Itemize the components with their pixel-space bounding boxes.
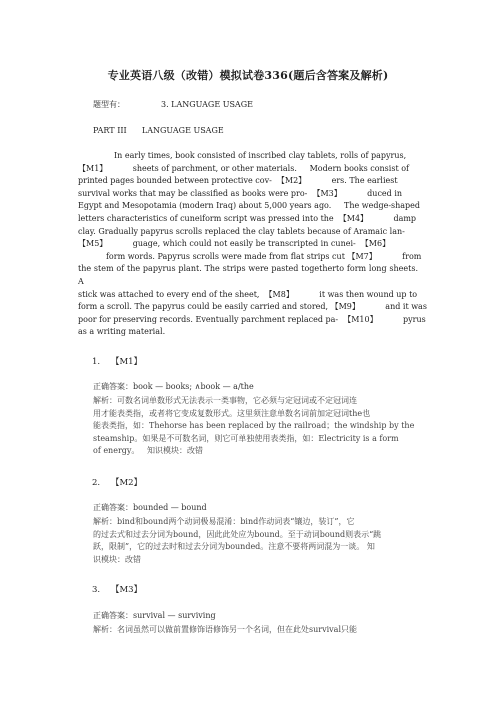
question-number: 1.	[92, 357, 101, 367]
passage-line: stick was attached to every end of the sheet, 【M8】 it was then wound up to	[78, 289, 418, 299]
explanation-line: 的过去式和过去分词为bound，因此此处应为bound。至于动词bound则表示“跳	[93, 529, 382, 539]
passage-line: survival works that may be classified as books were pro- 【M3】 duced in	[78, 188, 403, 198]
question-2-heading	[92, 476, 142, 488]
passage-line: clay. Gradually papyrus scrolls replaced the clay tablets because of Aramaic lan-	[78, 226, 405, 236]
explanation-line: 解析：bind和bound两个动词极易混淆：bind作动词表“镶边，装订”，它	[93, 517, 355, 526]
question-2-explanation	[93, 516, 417, 566]
question-number: 3.	[92, 585, 101, 595]
document-title: 专业英语八级（改错）模拟试卷336(题后含答案及解析)	[107, 69, 389, 82]
passage	[78, 150, 427, 339]
explanation-line: 跃，限制”，它的过去时和过去分词为bounded。注意不要将两词混为一谈。 知	[93, 542, 375, 552]
passage-line: as a writing material.	[78, 327, 166, 337]
explanation-line: 解析：名词虽然可以做前置修饰语修饰另一个名词，但在此处survival只能	[93, 625, 358, 634]
question-number: 2.	[92, 478, 101, 488]
question-type-value: 3. LANGUAGE USAGE	[161, 100, 253, 109]
question-type-label: 题型有：	[93, 100, 125, 109]
question-3-explanation	[93, 624, 417, 637]
question-2-answer: 正确答案：bounded — bound	[93, 503, 207, 512]
passage-line: the stem of the papyrus plant. The strips were pasted togetherto form long sheets. A	[78, 264, 418, 286]
explanation-line: 识模块：改错	[93, 554, 141, 564]
question-marker: 【M2】	[110, 478, 143, 488]
passage-line: 【M1】 sheets of parchment, or other materials. Modern books consist of	[78, 163, 409, 173]
question-3-answer: 正确答案：survival — surviving	[93, 611, 216, 620]
passage-line: In early times, book consisted of inscribed clay tablets, rolls of papyrus,	[114, 151, 407, 160]
passage-line: 【M5】 guage, which could not easily be transcripted in cunei- 【M6】	[78, 239, 391, 249]
question-marker: 【M1】	[110, 357, 143, 367]
question-3-heading	[92, 583, 142, 595]
explanation-line: 能表类指，如：Thehorse has been replaced by the railroad；the windship by the	[93, 421, 415, 431]
question-1-answer: 正确答案：book — books; ∧book — a/the	[93, 382, 254, 391]
passage-line: poor for preserving records. Eventually parchment replaced pa- 【M10】 pyrus	[78, 314, 426, 324]
passage-line: form a scroll. The papyrus could be easily carried and stored, 【M9】 and it was	[78, 302, 427, 312]
passage-line: letters characteristics of cuneiform script was pressed into the 【M4】 damp	[78, 213, 417, 223]
explanation-line: 用才能表类指，或者将它变成复数形式。这里须注意单数名词前加定冠词the也	[93, 408, 371, 418]
question-type-line	[93, 99, 253, 110]
question-1-heading	[92, 355, 142, 367]
explanation-line: of energy。 知识模块：改错	[93, 446, 204, 456]
explanation-line: 解析：可数名词单数形式无法表示一类事物，它必须与定冠词或不定冠词连	[93, 396, 357, 405]
passage-line: Egypt and Mesopotamia (modern Iraq) about 5,000 years ago. The wedge-shaped	[78, 201, 421, 211]
question-marker: 【M3】	[110, 585, 143, 595]
passage-line: form words. Papyrus scrolls were made from flat strips cut 【M7】 from	[78, 251, 422, 261]
part-heading: PART III LANGUAGE USAGE	[93, 126, 224, 135]
passage-line: printed pages bounded between protective cov- 【M2】 ers. The earliest	[78, 176, 398, 186]
explanation-line: steamship。如果是不可数名词，则它可单独使用表类指，如：Electricity is a form	[93, 433, 399, 443]
question-1-explanation	[93, 395, 417, 458]
